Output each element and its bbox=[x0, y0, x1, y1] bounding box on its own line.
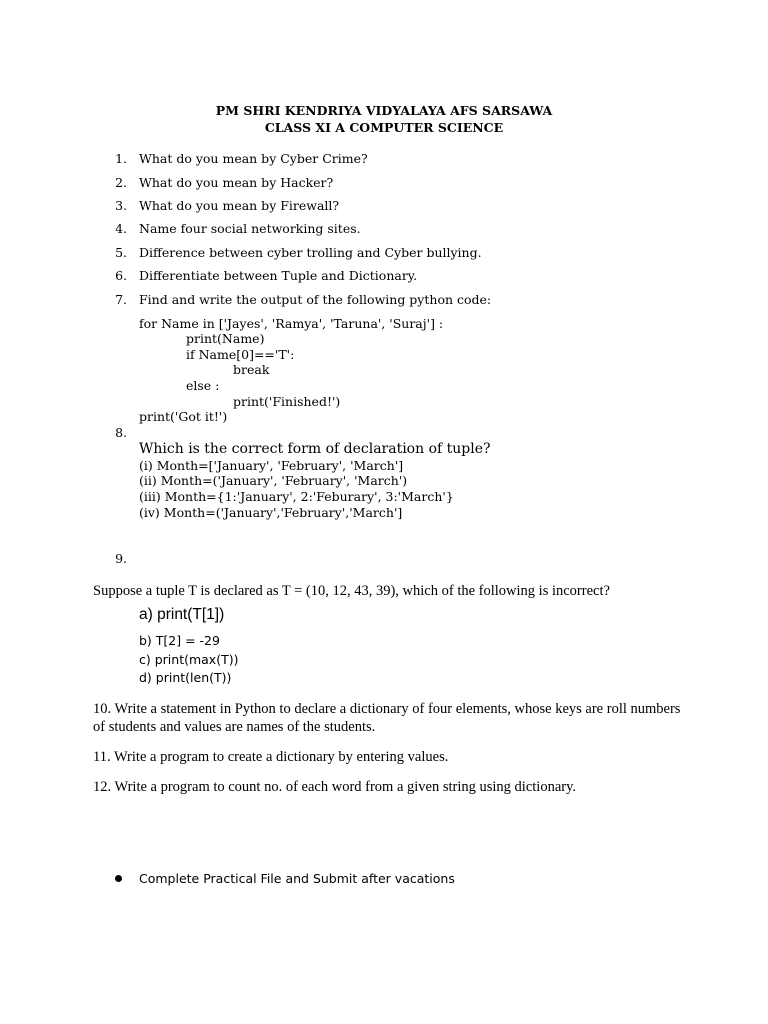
class-subtitle: CLASS XI A COMPUTER SCIENCE bbox=[264, 120, 504, 135]
option-text: (ii) Month=('January', 'February', 'March') bbox=[139, 473, 408, 488]
option-text: d) print(len(T)) bbox=[139, 670, 232, 685]
question-text: 10. Write a statement in Python to declare a dictionary of four elements, whose keys are roll numbers bbox=[93, 701, 681, 717]
question-text: What do you mean by Cyber Crime? bbox=[139, 151, 368, 166]
code-line: print(Name) bbox=[186, 331, 265, 346]
bullet-icon bbox=[115, 875, 122, 882]
question-text: Name four social networking sites. bbox=[139, 221, 361, 236]
code-line: break bbox=[233, 362, 270, 377]
question-text: 11. Write a program to create a dictionary by entering values. bbox=[93, 749, 449, 765]
question-text: Suppose a tuple T is declared as T = (10, 12, 43, 39), which of the following is incorrect? bbox=[93, 583, 610, 599]
option-text: (iv) Month=('January','February','March'] bbox=[139, 505, 403, 520]
code-line: print('Got it!') bbox=[139, 409, 228, 424]
option-text: c) print(max(T)) bbox=[139, 652, 239, 667]
question-text: Find and write the output of the following python code: bbox=[139, 292, 492, 307]
question-text: Which is the correct form of declaration of tuple? bbox=[139, 441, 491, 457]
question-text: What do you mean by Firewall? bbox=[139, 198, 340, 213]
code-line: for Name in ['Jayes', 'Ramya', 'Taruna', 'Suraj'] : bbox=[139, 316, 444, 331]
question-number: 4. bbox=[115, 221, 127, 236]
note-text: Complete Practical File and Submit after vacations bbox=[139, 871, 455, 886]
question-number: 5. bbox=[115, 245, 127, 260]
option-text: a) print(T[1]) bbox=[139, 606, 225, 623]
question-text: Differentiate between Tuple and Dictionary. bbox=[139, 268, 418, 283]
code-line: else : bbox=[186, 378, 220, 393]
question-text: Difference between cyber trolling and Cyber bullying. bbox=[139, 245, 482, 260]
question-number: 1. bbox=[115, 151, 127, 166]
school-title: PM SHRI KENDRIYA VIDYALAYA AFS SARSAWA bbox=[215, 103, 553, 118]
question-text: 12. Write a program to count no. of each word from a given string using dictionary. bbox=[93, 779, 577, 795]
code-line: print('Finished!') bbox=[233, 394, 341, 409]
code-line: if Name[0]=='T': bbox=[186, 347, 295, 362]
question-number: 7. bbox=[115, 292, 127, 307]
option-text: (i) Month=['January', 'February', 'March'] bbox=[139, 458, 404, 473]
option-text: (iii) Month={1:'January', 2:'Feburary', 3:'March'} bbox=[139, 489, 454, 504]
question-number: 3. bbox=[115, 198, 127, 213]
question-number: 6. bbox=[115, 268, 127, 283]
question-text: of students and values are names of the students. bbox=[93, 719, 376, 735]
question-text: What do you mean by Hacker? bbox=[139, 175, 334, 190]
option-text: b) T[2] = -29 bbox=[139, 633, 220, 648]
question-number: 8. bbox=[115, 425, 127, 440]
question-number: 9. bbox=[115, 551, 127, 566]
question-number: 2. bbox=[115, 175, 127, 190]
